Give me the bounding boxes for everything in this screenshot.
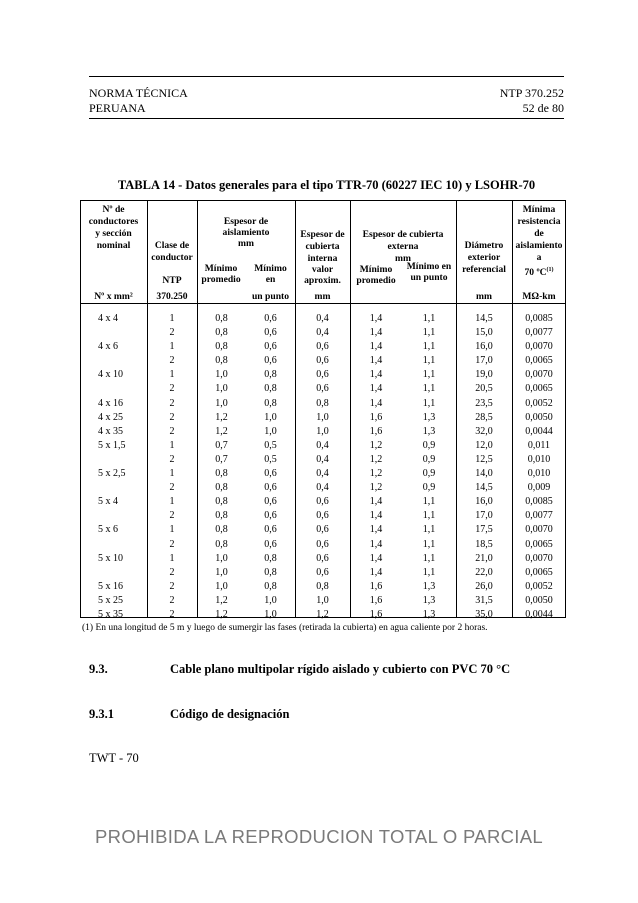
table-cell: 1,4 [369,327,383,339]
col-insulation-unit: un punto [251,291,290,302]
table-row [80,397,566,411]
table-cell: 0,6 [316,566,329,578]
header-text: Mínimo en [406,261,452,272]
header-text [512,264,566,279]
table-cell: 1,0 [215,580,228,592]
table-footnote: (1) En una longitud de 5 m y luego de sumergir las fases (retirada la cubierta) en agua caliente por 2 horas. [82,623,488,633]
table-cell: 2 [169,425,175,437]
table-cell [80,509,147,523]
table-cell: 2 [169,538,175,550]
table-cell: 1,0 [264,608,277,620]
table-cell: 0,6 [264,510,277,522]
table-cell: 4 x 16 [98,397,123,409]
col-class-unit: 370.250 [156,291,188,302]
header-text: resistencia de [517,216,561,239]
header-text: en [265,274,276,285]
header-standard-type: NORMA TÉCNICA [89,86,188,100]
table-cell: 0,0065 [525,538,553,550]
table-cell: 1,4 [369,510,383,522]
table-cell: 20,5 [475,383,493,395]
table-cell: 31,5 [475,594,493,606]
table-cell: 4 x 25 [98,411,123,423]
col-inner-sheath-unit: mm [314,291,331,302]
col-resistance-unit: MΩ-km [522,291,556,302]
table-cell: 0,0050 [525,411,553,423]
table-cell: 0,4 [316,453,329,465]
table-cell: 1,0 [215,397,228,409]
header-country: PERUANA [89,101,146,115]
table-row [80,552,566,566]
table-cell: 1,1 [422,496,436,508]
col-class-header [147,240,197,264]
col-inner-sheath-header [295,229,350,265]
table-cell: 0,5 [264,439,277,451]
header-text: externa [387,241,419,252]
table-cell: 1,4 [369,313,383,324]
table-cell: 0,6 [316,341,329,353]
table-cell: 1 [169,468,175,480]
subsection-title: Código de designación [170,707,290,721]
table-cell: 2 [169,566,175,578]
header-text: y sección [95,228,132,239]
table-cell: 1,1 [422,313,436,324]
header-rule-bottom [89,118,564,119]
table-cell: 5 x 2,5 [98,468,126,480]
table-cell: 1,4 [369,552,383,564]
table-cell: 2 [169,411,175,423]
table-cell [80,566,147,580]
table-cell: 12,5 [475,453,493,465]
header-text: valor [311,264,334,275]
table-cell: 0,6 [264,538,277,550]
table-cell: 16,0 [475,341,493,353]
table-cell: 4 x 4 [98,313,118,324]
table-cell: 1 [169,369,175,381]
table-cell: 1,3 [422,608,436,620]
header-text: aislamiento [222,227,270,238]
table-cell: 1,0 [215,566,228,578]
table-cell: 0,8 [264,369,277,381]
table-cell: 0,4 [316,313,329,324]
col-outer-sheath-min-avg [350,264,402,286]
table-row [80,368,566,382]
table-row [80,467,566,481]
table-cell [80,354,147,368]
table-cell: 0,8 [215,496,228,508]
table-cell: 16,0 [475,496,493,508]
table-cell: 0,9 [422,482,436,494]
table-cell: 0,6 [316,524,329,536]
table-cell: 1,2 [215,411,228,423]
table-cell: 0,0052 [525,580,553,592]
table-cell [80,326,147,340]
table-cell: 1,2 [316,608,329,620]
table-cell: 4 x 35 [98,425,123,437]
table-cell: 2 [169,383,175,395]
table-cell: 2 [169,397,175,409]
table-row [80,453,566,467]
table-cell: 0,011 [527,439,551,451]
table-cell: 1,0 [215,369,228,381]
table-cell: 0,8 [264,580,277,592]
table-cell [80,481,147,495]
table-cell: 0,8 [215,510,228,522]
table-cell: 0,8 [264,566,277,578]
table-cell: 4 x 6 [98,341,118,353]
table-cell: 2 [169,580,175,592]
header-text: Mínimo [254,263,287,274]
header-text: Mínima [522,204,556,215]
table-cell: 1,4 [369,383,383,395]
table-cell: 1,2 [215,594,228,606]
table-row [80,509,566,523]
table-cell: 26,0 [475,580,493,592]
col-outer-sheath-group [350,229,456,265]
table-cell: 2 [169,608,175,620]
table-cell: 14,5 [475,482,493,494]
col-resistance-header [512,204,566,279]
table-cell: 1 [169,341,175,353]
header-text: conductor [151,252,193,263]
table-cell: 0,4 [316,468,329,480]
table-cell: 2 [169,482,175,494]
table-cell: 1,2 [215,608,228,620]
table-row [80,326,566,340]
header-text: promedio [356,275,396,286]
table-cell: 1,3 [422,594,436,606]
table-cell: 23,5 [475,397,493,409]
header-text: Espesor de [223,216,269,227]
table-cell: 1,6 [369,608,383,620]
table-cell: 0,8 [215,538,228,550]
table-cell: 1,1 [422,383,436,395]
table-cell: 0,6 [264,468,277,480]
watermark: PROHIBIDA LA REPRODUCION TOTAL O PARCIAL [95,826,543,847]
table-row [80,425,566,439]
table-cell: 0,6 [316,355,329,367]
table-cell: 0,6 [316,538,329,550]
table-row [80,523,566,537]
table-cell: 0,8 [264,552,277,564]
table-cell: 1,0 [264,411,277,423]
header-text: aislamiento a [515,240,563,263]
table-cell: 1,2 [369,468,383,480]
header-text: interna [307,253,338,264]
table-cell: 2 [169,594,175,606]
col-insulation-min-point [246,263,295,285]
table-cell: 0,9 [422,453,436,465]
header-text: 70 ºC [524,267,547,279]
table-cell: 1,4 [369,341,383,353]
table-cell [80,382,147,396]
table-cell: 32,0 [475,425,493,437]
table-cell: 5 x 6 [98,524,118,536]
designation-code: TWT - 70 [89,751,139,765]
table-cell: 1,1 [422,369,436,381]
footnote-marker: (1) [546,267,554,273]
col-diameter-unit: mm [476,291,492,302]
table-row [80,411,566,425]
table-cell: 1,4 [369,538,383,550]
table-cell: 1 [169,439,175,451]
table-cell: 1 [169,552,175,564]
table-cell: 0,0044 [525,425,553,437]
table-cell: 0,8 [316,397,329,409]
table-row [80,382,566,396]
table-row [80,340,566,354]
table-cell: 1,0 [264,425,277,437]
header-text: Espesor de [300,229,345,240]
header-rule-top [89,76,564,77]
table-cell: 1,1 [422,566,436,578]
table-cell: 1,6 [369,411,383,423]
table-cell: 0,0085 [525,313,553,324]
table-cell: 0,6 [316,510,329,522]
table-cell: 0,7 [215,439,228,451]
table-cell: 1,6 [369,594,383,606]
header-text: cubierta [305,241,340,252]
col-diameter-header [456,240,512,276]
table-cell: 0,6 [316,496,329,508]
table-cell: 14,5 [475,313,493,324]
table-cell: 1,2 [369,439,383,451]
table-cell: 1,4 [369,524,383,536]
col-insulation-min-avg [197,263,245,285]
table-cell: 0,6 [316,369,329,381]
table-cell: 0,0077 [525,510,553,522]
col-inner-sheath-sub [295,264,350,286]
table-cell: 1,2 [369,453,383,465]
table-cell [80,453,147,467]
table-cell: 0,8 [264,397,277,409]
table-cell: 0,5 [264,453,277,465]
table-cell: 1 [169,496,175,508]
table-row [80,566,566,580]
table-cell: 0,6 [316,383,329,395]
col-class-ntp: NTP [162,275,182,286]
table-cell: 1,1 [422,552,436,564]
table-cell: 0,0070 [525,341,553,353]
table-cell [80,538,147,552]
table-cell: 0,010 [527,468,551,480]
table-cell: 0,4 [316,439,329,451]
table-cell: 1,0 [264,594,277,606]
table-cell: 4 x 10 [98,369,123,381]
table-cell: 0,0044 [525,608,553,620]
table-cell: 1,1 [422,327,436,339]
table-cell: 1,3 [422,580,436,592]
header-text: Espesor de cubierta [362,229,444,240]
table-cell: 1,4 [369,566,383,578]
table-cell: 0,0050 [525,594,553,606]
table-cell: 1,1 [422,397,436,409]
table-cell: 19,0 [475,369,493,381]
table-cell: 0,4 [316,327,329,339]
header-text: nominal [96,240,131,251]
table-cell: 5 x 1,5 [98,439,126,451]
subsection-number: 9.3.1 [89,707,114,721]
table-row [80,594,566,608]
table-title: TABLA 14 - Datos generales para el tipo TTR-70 (60227 IEC 10) y LSOHR-70 [117,178,536,192]
table-cell: 14,0 [475,468,493,480]
table-cell: 5 x 35 [98,608,123,620]
table-cell: 2 [169,510,175,522]
table-cell: 0,8 [215,468,228,480]
table-cell: 1,3 [422,411,436,423]
header-text: Nº de [102,204,125,215]
table-row [80,439,566,453]
table-cell: 22,0 [475,566,493,578]
header-text: mm [238,238,254,249]
table-cell: 1 [169,313,175,324]
table-cell: 1,0 [316,425,329,437]
table-cell: 0,4 [316,482,329,494]
table-cell: 1,2 [369,482,383,494]
table-cell: 0,6 [264,482,277,494]
header-page-number: 52 de 80 [522,101,564,115]
table-cell: 0,8 [264,383,277,395]
table-cell: 0,8 [215,341,228,353]
table-cell: 0,0077 [525,327,553,339]
table-cell: 2 [169,327,175,339]
table-cell: 5 x 10 [98,552,123,564]
table-cell: 35,0 [475,608,493,620]
header-text: exterior [467,252,501,263]
table-cell: 1,4 [369,355,383,367]
table-cell: 1,4 [369,496,383,508]
section-number: 9.3. [89,662,108,676]
table-cell: 0,0070 [525,524,553,536]
table-cell: 28,5 [475,411,493,423]
table-cell: 5 x 4 [98,496,118,508]
table-cell: 1,0 [316,411,329,423]
table-cell: 0,6 [316,552,329,564]
header-text: Diámetro [464,240,504,251]
header-text: aproxim. [304,275,341,286]
table-cell: 0,6 [264,496,277,508]
table-cell: 0,8 [215,524,228,536]
table-cell: 18,5 [475,538,493,550]
table-row [80,580,566,594]
table-cell: 1,6 [369,425,383,437]
table-row [80,312,566,326]
header-text: conductores [88,216,139,227]
table-cell: 0,0052 [525,397,553,409]
header-text: referencial [462,264,506,275]
table-cell: 1,0 [316,594,329,606]
table-cell: 0,0065 [525,566,553,578]
header-standard-code: NTP 370.252 [499,86,564,100]
table-cell: 0,6 [264,313,277,324]
table-cell: 2 [169,453,175,465]
table-row [80,608,566,622]
table-cell: 0,6 [264,327,277,339]
table-cell: 0,009 [527,482,551,494]
table-cell: 0,0085 [525,496,553,508]
header-text: un punto [410,272,448,283]
table-cell: 17,0 [475,510,493,522]
table-cell: 0,6 [264,524,277,536]
table-cell: 1,6 [369,580,383,592]
table-cell: 0,0065 [525,355,553,367]
table-cell: 5 x 16 [98,580,123,592]
table-cell: 1,1 [422,355,436,367]
col-outer-sheath-min-point [402,261,456,283]
header-text: mm [395,253,411,264]
table-cell: 0,8 [316,580,329,592]
table-row [80,538,566,552]
table-cell: 1,1 [422,524,436,536]
header-text: Mínimo [204,263,238,274]
table-cell: 0,6 [264,355,277,367]
section-title: Cable plano multipolar rígido aislado y cubierto con PVC 70 °C [170,662,511,676]
col-insulation-group [197,216,295,249]
table-cell: 1,4 [369,397,383,409]
table-cell: 1,0 [215,383,228,395]
table-cell: 0,0070 [525,552,553,564]
table-cell: 1,1 [422,510,436,522]
table-cell: 0,8 [215,482,228,494]
table-cell: 5 x 25 [98,594,123,606]
table-cell: 1,1 [422,341,436,353]
header-text: Mínimo [359,264,393,275]
table-cell: 0,6 [264,341,277,353]
table-cell: 0,0065 [525,383,553,395]
table-cell: 1,3 [422,425,436,437]
table-cell: 15,0 [475,327,493,339]
table-cell: 2 [169,355,175,367]
table-cell: 1,1 [422,538,436,550]
col-conductors-unit: Nº x mm² [94,291,133,302]
table-cell: 0,9 [422,439,436,451]
table-cell: 12,0 [475,439,493,451]
table-cell: 0,8 [215,313,228,324]
table-cell: 1,4 [369,369,383,381]
table-cell: 0,0070 [525,369,553,381]
table-row [80,481,566,495]
header-text: Clase de [154,240,190,251]
data-table [80,312,566,622]
table-cell: 0,8 [215,355,228,367]
header-text: promedio [201,274,241,285]
table-row [80,354,566,368]
table-cell: 17,0 [475,355,493,367]
table-cell: 1 [169,524,175,536]
table-cell: 1,0 [215,552,228,564]
table-cell: 0,9 [422,468,436,480]
table-cell: 0,7 [215,453,228,465]
table-header-rule [80,303,566,304]
col-conductors-header [80,204,147,252]
table-body [80,312,566,622]
table-cell: 21,0 [475,552,493,564]
table-cell: 17,5 [475,524,493,536]
table-cell: 1,2 [215,425,228,437]
table-row [80,495,566,509]
table-cell: 0,010 [527,453,551,465]
table-cell: 0,8 [215,327,228,339]
